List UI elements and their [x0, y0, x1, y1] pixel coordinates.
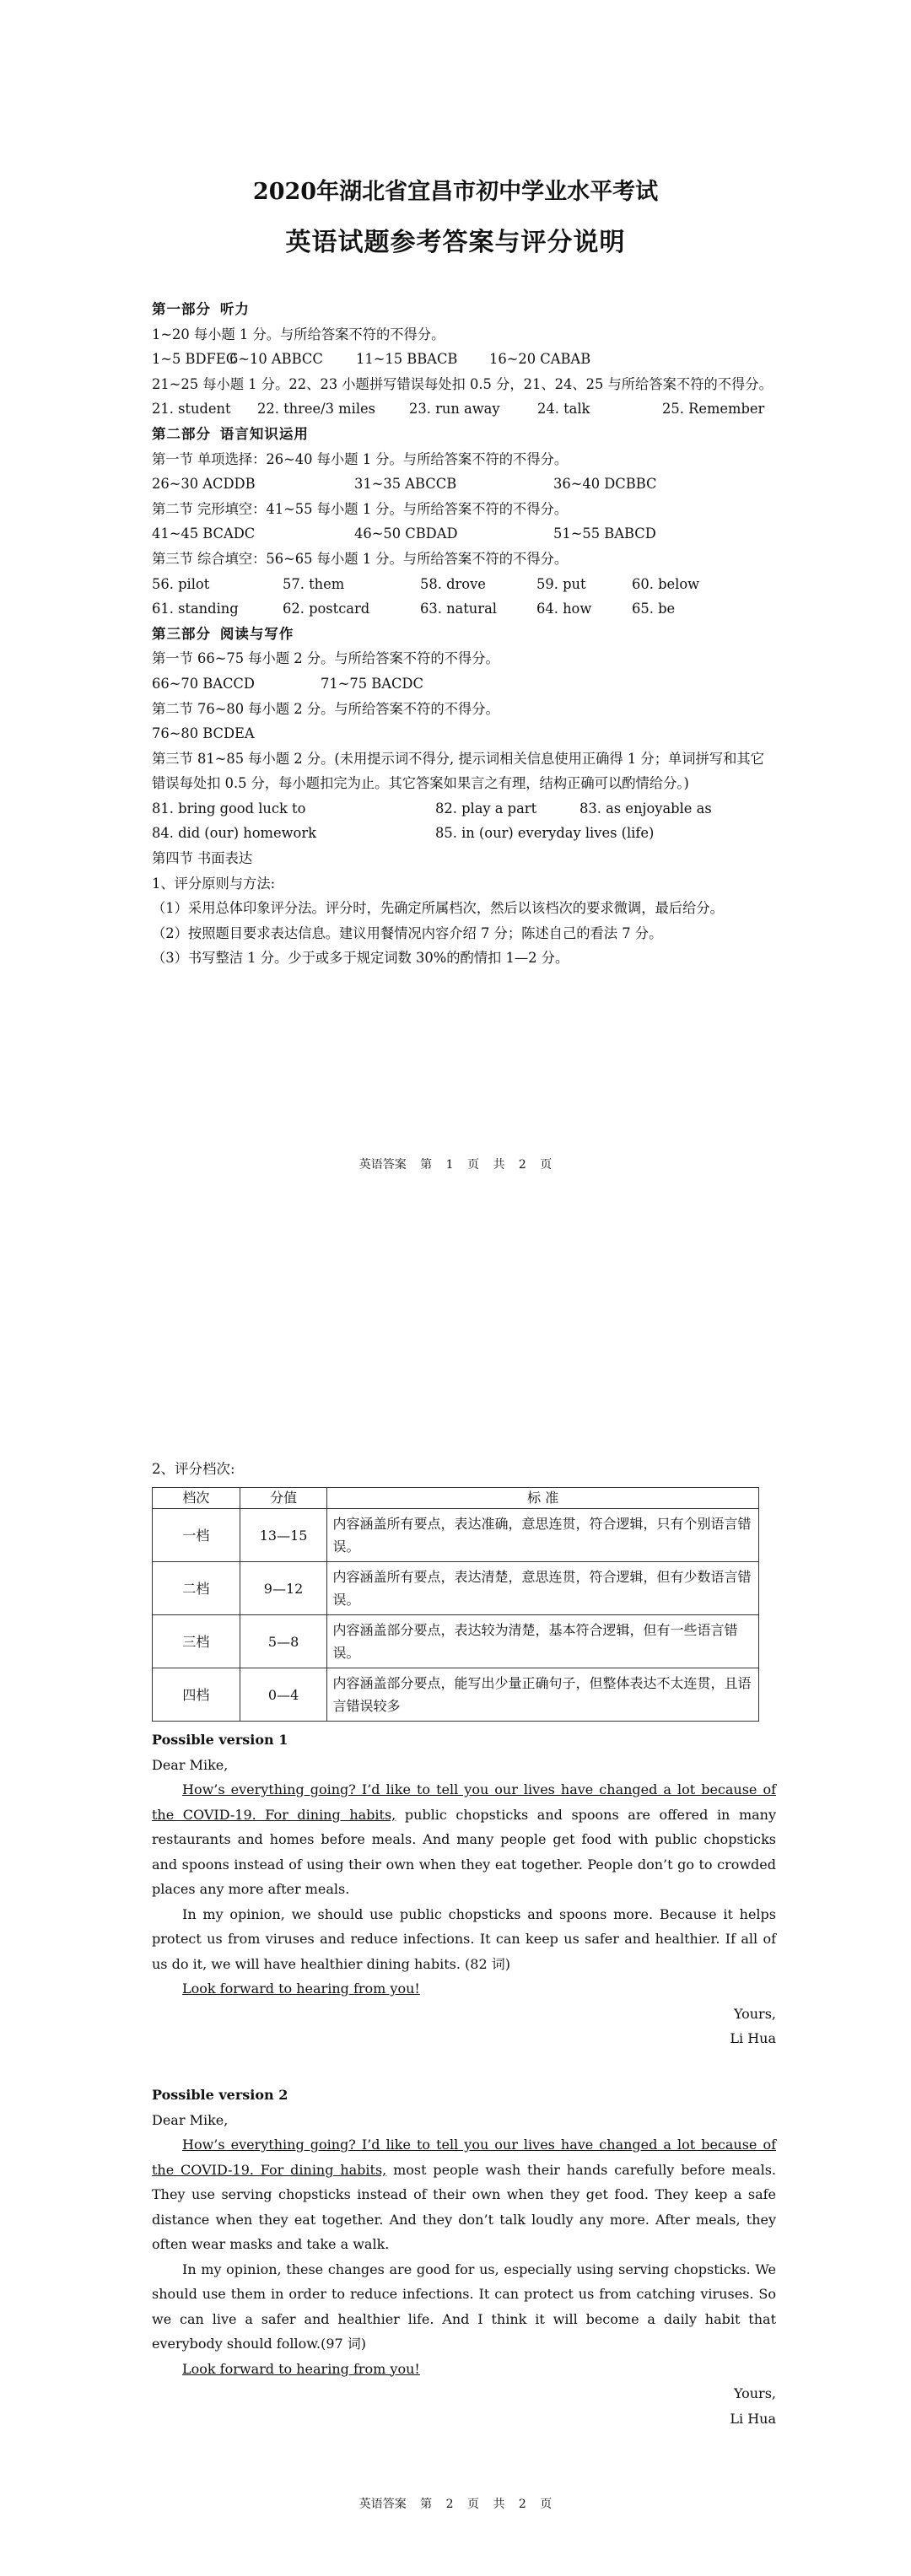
answer-item: 61. standing [152, 601, 239, 617]
part2-s1-rule: 第一节 单项选择：26~40 每小题 1 分。与所给答案不符的不得分。 [152, 450, 569, 467]
answer-item: 56. pilot [152, 575, 210, 592]
answer-item: 25. Remember [662, 401, 765, 418]
template-sentence: How’s everything going? I’d like to tell you our lives have changed a lot because of the COVID-19. For dining habits, [152, 1781, 776, 1823]
answer-item: 16~20 CABAB [489, 351, 591, 368]
answer-item: 41~45 BCADC [152, 525, 256, 542]
part3-s3-rule: 第三节 81~85 每小题 2 分。(未用提示词不得分, 提示词相关信息使用正确得 1 分；单词拼写和其它错误每处扣 0.5 分，每小题扣完为止。其它答案如果言之有理，结构正确可以酌情给分。) [152, 750, 764, 792]
criteria-cell: 内容涵盖所有要点，表达清楚，意思连贯，符合逻辑，但有少数语言错误。 [327, 1562, 759, 1615]
answer-item: 71~75 BACDC [321, 675, 423, 692]
part2-s3-row2 [152, 596, 776, 622]
sign-off: Yours, [733, 2385, 776, 2401]
table-header: 档次 [153, 1488, 240, 1509]
scoring-principle-2: （2）按照题目要求表达信息。建议用餐情况内容介绍 7 分；陈述自己的看法 7 分。 [152, 924, 663, 941]
answer-item: 82. play a part [435, 800, 537, 816]
answer-item: 26~30 ACDDB [152, 476, 256, 493]
part3-s1-rule: 第一节 66~75 每小题 2 分。与所给答案不符的不得分。 [152, 650, 499, 667]
answer-item: 1~5 BDFEC [152, 351, 237, 368]
part2-s3-rule: 第三节 综合填空：56~65 每小题 1 分。与所给答案不符的不得分。 [152, 550, 569, 567]
level-cell: 二档 [153, 1562, 240, 1615]
exam-subtitle: 英语试题参考答案与评分说明 [285, 228, 626, 257]
answer-item: 60. below [632, 575, 700, 592]
signature: Li Hua [730, 2410, 776, 2427]
answer-item: 57. them [283, 575, 345, 592]
answer-item: 85. in (our) everyday lives (life) [435, 825, 655, 842]
page1-footer: 英语答案 第 1 页 共 2 页 [358, 1158, 553, 1172]
answer-item: 21. student [152, 401, 231, 418]
answer-page-1 [0, 0, 911, 1231]
answer-item: 22. three/3 miles [257, 401, 376, 418]
part3-s1-answers [152, 671, 776, 697]
criteria-cell: 内容涵盖所有要点，表达准确，意思连贯，符合逻辑，只有个别语言错误。 [327, 1509, 759, 1562]
level-cell: 三档 [153, 1615, 240, 1668]
answer-item: 6~10 ABBCC [229, 351, 323, 368]
scoring-table [152, 1487, 759, 1722]
answer-item: 59. put [536, 575, 586, 592]
answer-item: 64. how [536, 601, 592, 617]
part1-heading: 第一部分 听力 [152, 301, 250, 317]
answer-item: 31~35 ABCCB [354, 476, 457, 493]
answer-item: 24. talk [537, 401, 590, 418]
part3-s3-row2 [152, 821, 776, 846]
score-cell: 0—4 [240, 1668, 327, 1722]
part1-answers1 [152, 347, 776, 372]
greeting: Dear Mike, [152, 1756, 229, 1773]
scoring-principle-3: （3）书写整洁 1 分。少于或多于规定词数 30%的酌情扣 1—2 分。 [152, 950, 569, 967]
page2-footer: 英语答案 第 2 页 共 2 页 [358, 2498, 553, 2511]
essay-paragraph [152, 1777, 776, 1902]
sign-off: Yours, [733, 2005, 776, 2022]
answer-item: 11~15 BBACB [356, 351, 458, 368]
template-sentence: How’s everything going? I’d like to tell you our lives have changed a lot because of the COVID-19. For dining habits, [152, 2137, 776, 2178]
essay-paragraph: In my opinion, these changes are good for us, especially using serving chopsticks. We should use them in order to reduce infections. It can protect us from catching viruses. So we can live a safer and healthier life. And I think it will become a daily habit that everybody should follow.(97 词) [152, 2261, 776, 2352]
answer-item: 62. postcard [283, 601, 370, 617]
closing [152, 1976, 776, 2002]
greeting: Dear Mike, [152, 2111, 229, 2128]
part2-s2-answers [152, 521, 776, 547]
table-row [153, 1668, 759, 1722]
score-cell: 9—12 [240, 1562, 327, 1615]
answer-item: 23. run away [409, 401, 500, 418]
part3-s4-heading: 第四节 书面表达 [152, 850, 253, 867]
answer-item: 63. natural [420, 601, 497, 617]
essay-paragraph [152, 2132, 776, 2257]
scoring-levels-heading: 2、评分档次: [152, 1461, 235, 1477]
table-row [153, 1562, 759, 1615]
level-cell: 一档 [153, 1509, 240, 1562]
exam-title: 2020年湖北省宜昌市初中学业水平考试 [252, 179, 659, 205]
table-header: 分值 [240, 1488, 327, 1509]
part2-heading: 第二部分 语言知识运用 [152, 425, 309, 442]
answer-item: 46~50 CBDAD [354, 525, 458, 542]
page1-body [152, 297, 776, 971]
part3-s2-answers: 76~80 BCDEA [152, 725, 255, 742]
score-cell: 5—8 [240, 1615, 327, 1668]
part1-answers2 [152, 396, 776, 422]
level-cell: 四档 [153, 1668, 240, 1722]
part1-rule1: 1~20 每小题 1 分。与所给答案不符的不得分。 [152, 326, 445, 342]
answer-item: 36~40 DCBBC [553, 476, 657, 493]
answer-item: 51~55 BABCD [553, 525, 656, 542]
part2-s3-row1 [152, 572, 776, 597]
answer-item: 84. did (our) homework [152, 825, 316, 842]
answer-item: 65. be [632, 601, 676, 617]
scoring-principle-1: （1）采用总体印象评分法。评分时，先确定所属档次，然后以该档次的要求微调，最后给分。 [152, 900, 724, 917]
sample-essay-2 [152, 2083, 776, 2431]
scoring-principles-heading: 1、评分原则与方法: [152, 875, 276, 892]
sample-essay-1 [152, 1727, 776, 2051]
answer-item: 58. drove [420, 575, 486, 592]
closing-sentence: Look forward to hearing from you! [182, 1981, 420, 1997]
part3-heading: 第三部分 阅读与写作 [152, 625, 294, 642]
part1-rule2: 21~25 每小题 1 分。22、23 小题拼写错误每处扣 0.5 分，21、24、25 与所给答案不符的不得分。 [152, 375, 773, 392]
table-header: 标 准 [327, 1488, 759, 1509]
score-cell: 13—15 [240, 1509, 327, 1562]
table-row [153, 1615, 759, 1668]
signature: Li Hua [730, 2030, 776, 2046]
table-header-row [153, 1488, 759, 1509]
criteria-cell: 内容涵盖部分要点，能写出少量正确句子，但整体表达不太连贯，且语言错误较多 [327, 1668, 759, 1722]
answer-item: 66~70 BACCD [152, 675, 255, 692]
part2-s2-rule: 第二节 完形填空：41~55 每小题 1 分。与所给答案不符的不得分。 [152, 500, 569, 517]
closing [152, 2357, 776, 2382]
paragraph-body: most people wash their hands carefully before meals. They use serving chopsticks instead of their own when they get food. They keep a safe distance when they eat together. And they don’t talk loudly any more. After meals, they often wear masks and take a walk. [152, 2161, 777, 2252]
part2-s1-answers [152, 472, 776, 497]
part3-s3-row1 [152, 796, 776, 822]
answer-item: 81. bring good luck to [152, 800, 306, 816]
version-heading: Possible version 2 [152, 2087, 288, 2103]
criteria-cell: 内容涵盖部分要点，表达较为清楚，基本符合逻辑，但有一些语言错误。 [327, 1615, 759, 1668]
table-row [153, 1509, 759, 1562]
closing-sentence: Look forward to hearing from you! [182, 2360, 420, 2377]
paragraph-body: public chopsticks and spoons are offered in many restaurants and homes before meals. And many people get food with public chopsticks and spoons instead of using their own when they eat together. People don’t go to crowded places any more after meals. [152, 1806, 777, 1897]
version-heading: Possible version 1 [152, 1732, 288, 1748]
essay-paragraph: In my opinion, we should use public chopsticks and spoons more. Because it helps protect us from viruses and reduce infections. It can keep us safer and healthier. If all of us do it, we will have healthier dining habits. (82 词) [152, 1905, 776, 1972]
answer-item: 83. as enjoyable as [579, 800, 712, 816]
part3-s2-rule: 第二节 76~80 每小题 2 分。与所给答案不符的不得分。 [152, 700, 499, 717]
